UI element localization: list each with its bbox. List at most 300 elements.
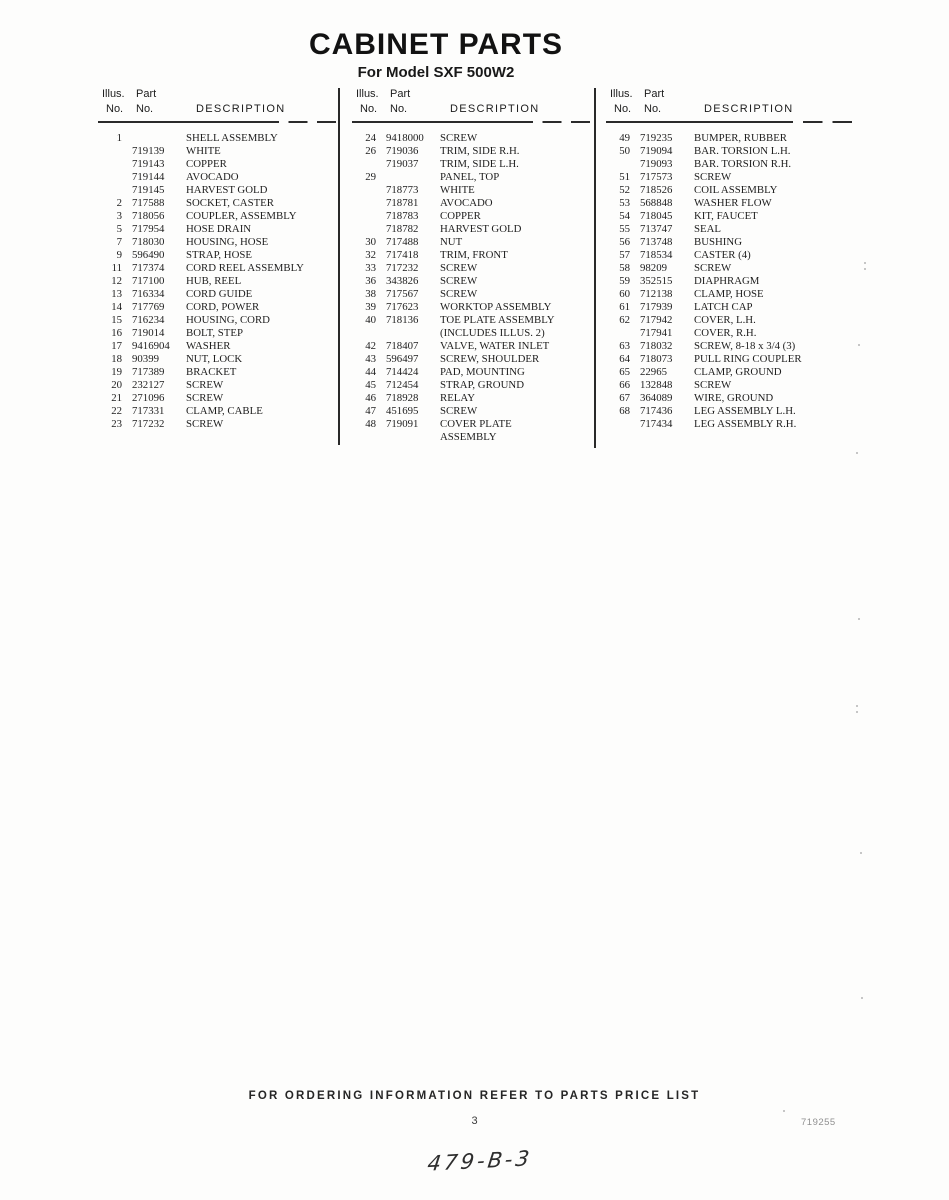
column-header [606, 88, 852, 123]
cell-part: 717623 [386, 301, 419, 313]
cell-illus: 11 [111, 262, 122, 274]
cell-illus: 20 [111, 379, 122, 391]
table-row [98, 392, 336, 405]
table-row [606, 405, 852, 418]
table-row [352, 379, 590, 392]
cell-desc: SCREW [440, 262, 478, 274]
cell-part: 719139 [132, 145, 165, 157]
cell-desc: VALVE, WATER INLET [440, 340, 550, 352]
scan-artifact [783, 1110, 785, 1112]
header-rule [98, 121, 336, 123]
table-row [606, 236, 852, 249]
cell-part: 712138 [640, 288, 673, 300]
header-part-label: Part [644, 88, 665, 100]
cell-part: 717567 [386, 288, 419, 300]
cell-illus [98, 184, 122, 197]
cell-part: 713747 [640, 223, 673, 235]
table-row [98, 223, 336, 236]
cell-part: 717374 [132, 262, 165, 274]
table-row [606, 184, 852, 197]
parts-rows [352, 132, 590, 444]
cell-illus: 66 [619, 379, 630, 391]
cell-desc: WIRE, GROUND [694, 392, 774, 404]
cell-desc: TRIM, SIDE R.H. [440, 145, 520, 157]
cell-part: 718782 [386, 223, 419, 235]
table-row [352, 340, 590, 353]
cell-illus: 52 [619, 184, 630, 196]
header-illus-label: Illus. [610, 88, 633, 100]
table-row [98, 379, 336, 392]
cell-part: 719093 [640, 158, 673, 170]
cell-part: 717954 [132, 223, 165, 235]
cell-illus: 24 [365, 132, 376, 144]
header-description-label: DESCRIPTION [196, 103, 286, 115]
column-header [98, 88, 336, 123]
cell-part: 718534 [640, 249, 673, 261]
model-subtitle: For Model SXF 500W2 [357, 64, 515, 81]
cell-desc: BOLT, STEP [186, 327, 243, 339]
cell-desc: SHELL ASSEMBLY [186, 132, 278, 144]
scan-artifact [856, 705, 858, 707]
cell-illus [352, 223, 376, 236]
cell-desc: SEAL [694, 223, 721, 235]
cell-illus [98, 171, 122, 184]
header-no-label: No. [644, 103, 662, 115]
cell-desc: STRAP, GROUND [440, 379, 524, 391]
header-part-label: Part [136, 88, 157, 100]
cell-part: 712454 [386, 379, 419, 391]
cell-desc: COPPER [186, 158, 227, 170]
header-rule [352, 121, 590, 123]
cell-illus [352, 158, 376, 171]
cell-part: 568848 [640, 197, 673, 209]
cell-part: 718781 [386, 197, 419, 209]
table-row [98, 366, 336, 379]
table-row [606, 301, 852, 314]
cell-part: 716334 [132, 288, 165, 300]
column-divider [594, 88, 596, 448]
cell-part: 719143 [132, 158, 165, 170]
table-row [352, 288, 590, 301]
table-row [606, 210, 852, 223]
cell-illus: 55 [619, 223, 630, 235]
cell-part: 719037 [386, 158, 419, 170]
table-row [98, 158, 336, 171]
parts-column-3 [606, 88, 852, 431]
table-row [98, 275, 336, 288]
header-part-label: Part [390, 88, 411, 100]
table-row [352, 327, 590, 340]
cell-part: 714424 [386, 366, 419, 378]
cell-illus: 39 [365, 301, 376, 313]
cell-desc: BAR. TORSION L.H. [694, 145, 791, 157]
cell-desc: COVER PLATE [440, 418, 512, 430]
cell-desc: PULL RING COUPLER [694, 353, 802, 365]
cell-desc: COPPER [440, 210, 481, 222]
cell-illus [352, 184, 376, 197]
cell-part: 22965 [640, 366, 667, 378]
cell-illus: 47 [365, 405, 376, 417]
cell-part: 719235 [640, 132, 673, 144]
cell-part: 717331 [132, 405, 165, 417]
cell-part [386, 327, 438, 340]
table-row [606, 132, 852, 145]
table-row [606, 340, 852, 353]
table-row [352, 314, 590, 327]
table-row [606, 158, 852, 171]
cell-illus: 29 [365, 171, 376, 183]
table-row [352, 353, 590, 366]
cell-part: 596497 [386, 353, 419, 365]
cell-part: 717573 [640, 171, 673, 183]
scan-artifact [856, 452, 858, 454]
cell-part: 9416904 [132, 340, 170, 352]
table-row [98, 418, 336, 431]
cell-desc: SCREW [440, 132, 478, 144]
table-row [98, 171, 336, 184]
cell-illus: 5 [116, 223, 122, 235]
cell-part: 717232 [132, 418, 165, 430]
cell-part: 719145 [132, 184, 165, 196]
table-row [606, 288, 852, 301]
cell-illus: 17 [111, 340, 122, 352]
cell-illus: 36 [365, 275, 376, 287]
cell-illus [352, 197, 376, 210]
cell-desc: TOE PLATE ASSEMBLY [440, 314, 555, 326]
cell-desc: SCREW [440, 275, 478, 287]
cell-desc: SCREW [694, 262, 732, 274]
table-row [606, 171, 852, 184]
cell-part: 718030 [132, 236, 165, 248]
cell-desc: TRIM, SIDE L.H. [440, 158, 519, 170]
table-row [606, 366, 852, 379]
cell-desc: CASTER (4) [694, 249, 751, 261]
scan-artifact [860, 852, 862, 854]
table-row [606, 418, 852, 431]
cell-part: 596490 [132, 249, 165, 261]
cell-part: 717942 [640, 314, 673, 326]
table-row [352, 249, 590, 262]
cell-part: 451695 [386, 405, 419, 417]
cell-illus: 51 [619, 171, 630, 183]
table-row [98, 236, 336, 249]
cell-part: 98209 [640, 262, 667, 274]
table-row [606, 223, 852, 236]
cell-part: 718783 [386, 210, 419, 222]
cell-part: 717436 [640, 405, 673, 417]
header-no-label: No. [136, 103, 154, 115]
cell-desc: LEG ASSEMBLY R.H. [694, 418, 797, 430]
page-title: CABINET PARTS [308, 28, 564, 61]
handwritten-note: 479-B-3 [426, 1146, 534, 1176]
column-header [352, 88, 590, 123]
cell-illus: 2 [116, 197, 122, 209]
cell-desc: SCREW [440, 288, 478, 300]
header-illus-label: Illus. [102, 88, 125, 100]
title-block [0, 28, 872, 81]
header-rule [606, 121, 852, 123]
cell-part: 716234 [132, 314, 165, 326]
cell-desc: SCREW [186, 392, 224, 404]
cell-part: 718526 [640, 184, 673, 196]
table-row [98, 262, 336, 275]
cell-part: 717488 [386, 236, 419, 248]
column-divider [338, 88, 340, 445]
cell-illus: 1 [116, 132, 122, 144]
cell-desc: SCREW [186, 418, 224, 430]
cell-illus: 45 [365, 379, 376, 391]
cell-part: 713748 [640, 236, 673, 248]
cell-desc: STRAP, HOSE [186, 249, 252, 261]
table-row [606, 353, 852, 366]
cell-desc: PANEL, TOP [440, 171, 500, 183]
cell-part: 718407 [386, 340, 419, 352]
cell-part: 717389 [132, 366, 165, 378]
cell-desc: HOUSING, HOSE [186, 236, 269, 248]
cell-desc: COUPLER, ASSEMBLY [186, 210, 297, 222]
cell-part: 718056 [132, 210, 165, 222]
cell-part: 90399 [132, 353, 159, 365]
table-row [352, 236, 590, 249]
table-row [98, 327, 336, 340]
table-row [98, 405, 336, 418]
cell-desc: KIT, FAUCET [694, 210, 758, 222]
cell-illus: 61 [619, 301, 630, 313]
cell-desc: CLAMP, CABLE [186, 405, 263, 417]
table-row [98, 197, 336, 210]
cell-illus: 18 [111, 353, 122, 365]
cell-illus: 64 [619, 353, 630, 365]
page-number: 3 [471, 1115, 478, 1127]
scan-artifact [856, 711, 858, 713]
cell-illus [606, 327, 630, 340]
cell-desc: TRIM, FRONT [440, 249, 508, 261]
cell-illus [606, 158, 630, 171]
cell-illus: 21 [111, 392, 122, 404]
cell-part: 717434 [640, 418, 673, 430]
cell-desc: CORD GUIDE [186, 288, 253, 300]
cell-illus: 54 [619, 210, 630, 222]
cell-illus [352, 210, 376, 223]
cell-desc: HOUSING, CORD [186, 314, 270, 326]
table-row [98, 184, 336, 197]
table-row [352, 431, 590, 444]
parts-column-2 [352, 88, 590, 444]
table-row [98, 288, 336, 301]
parts-rows [98, 132, 336, 431]
header-no-label: No. [106, 103, 124, 115]
cell-part: 719094 [640, 145, 673, 157]
table-row [98, 353, 336, 366]
cell-part: 271096 [132, 392, 165, 404]
cell-part: 717941 [640, 327, 673, 339]
cell-illus: 9 [116, 249, 122, 261]
cell-desc: AVOCADO [440, 197, 493, 209]
ordering-note: FOR ORDERING INFORMATION REFER TO PARTS PRICE LIST [248, 1090, 701, 1102]
cell-illus: 50 [619, 145, 630, 157]
scan-artifact [858, 618, 860, 620]
table-row [98, 145, 336, 158]
header-illus-label: Illus. [356, 88, 379, 100]
cell-desc: WASHER [186, 340, 231, 352]
header-description-label: DESCRIPTION [704, 103, 794, 115]
cell-illus: 14 [111, 301, 122, 313]
cell-desc: PAD, MOUNTING [440, 366, 525, 378]
table-row [98, 132, 336, 145]
cell-illus: 33 [365, 262, 376, 274]
table-row [352, 171, 590, 184]
cell-illus: 68 [619, 405, 630, 417]
cell-desc: BUMPER, RUBBER [694, 132, 787, 144]
cell-part: 717769 [132, 301, 165, 313]
table-row [606, 327, 852, 340]
cell-part: 9418000 [386, 132, 424, 144]
cell-part: 717232 [386, 262, 419, 274]
cell-illus: 26 [365, 145, 376, 157]
cell-part: 718045 [640, 210, 673, 222]
table-row [98, 301, 336, 314]
cell-illus: 56 [619, 236, 630, 248]
cell-desc: SCREW [186, 379, 224, 391]
cell-illus: 65 [619, 366, 630, 378]
cell-desc: CLAMP, GROUND [694, 366, 782, 378]
cell-illus: 23 [111, 418, 122, 430]
table-row [352, 405, 590, 418]
table-row [352, 275, 590, 288]
cell-illus [606, 418, 630, 431]
cell-part: 717100 [132, 275, 165, 287]
cell-illus [98, 158, 122, 171]
parts-rows [606, 132, 852, 431]
cell-illus: 22 [111, 405, 122, 417]
cell-desc: BUSHING [694, 236, 742, 248]
table-row [606, 249, 852, 262]
cell-desc: COVER, L.H. [694, 314, 756, 326]
cell-illus: 60 [619, 288, 630, 300]
cell-desc: SCREW, 8-18 x 3/4 (3) [694, 340, 796, 352]
cell-illus: 57 [619, 249, 630, 261]
cell-part [386, 171, 438, 184]
cell-desc: HUB, REEL [186, 275, 242, 287]
cell-part: 352515 [640, 275, 673, 287]
cell-desc: BRACKET [186, 366, 237, 378]
table-row [98, 249, 336, 262]
cell-desc: SCREW [440, 405, 478, 417]
cell-illus: 42 [365, 340, 376, 352]
cell-desc: SCREW [694, 171, 732, 183]
cell-desc: SOCKET, CASTER [186, 197, 274, 209]
table-row [352, 223, 590, 236]
cell-desc: NUT, LOCK [186, 353, 243, 365]
header-no-label: No. [614, 103, 632, 115]
cell-illus: 44 [365, 366, 376, 378]
cell-desc: COIL ASSEMBLY [694, 184, 778, 196]
scan-artifact [864, 268, 866, 270]
cell-part: 719036 [386, 145, 419, 157]
cell-part: 719144 [132, 171, 165, 183]
cell-part [386, 431, 438, 444]
cell-desc: CORD, POWER [186, 301, 260, 313]
table-row [98, 340, 336, 353]
cell-illus: 62 [619, 314, 630, 326]
table-row [98, 210, 336, 223]
cell-part: 719014 [132, 327, 165, 339]
header-no-label: No. [360, 103, 378, 115]
cell-desc: SCREW [694, 379, 732, 391]
cell-desc: BAR. TORSION R.H. [694, 158, 792, 170]
header-no-label: No. [390, 103, 408, 115]
table-row [352, 132, 590, 145]
table-row [352, 262, 590, 275]
cell-illus: 49 [619, 132, 630, 144]
document-number: 719255 [801, 1117, 836, 1128]
cell-desc: CLAMP, HOSE [694, 288, 764, 300]
cell-part: 718928 [386, 392, 419, 404]
cell-illus [352, 327, 376, 340]
cell-illus: 67 [619, 392, 630, 404]
cell-desc: LATCH CAP [694, 301, 753, 313]
scan-artifact [861, 997, 863, 999]
cell-part: 232127 [132, 379, 165, 391]
parts-column-1 [98, 88, 336, 431]
cell-part: 717939 [640, 301, 673, 313]
cell-illus: 3 [116, 210, 122, 222]
cell-illus: 63 [619, 340, 630, 352]
table-row [606, 145, 852, 158]
cell-illus [98, 145, 122, 158]
table-row [352, 366, 590, 379]
cell-part: 718073 [640, 353, 673, 365]
scan-artifact [864, 262, 866, 264]
cell-desc: (INCLUDES ILLUS. 2) [440, 327, 545, 339]
cell-illus: 30 [365, 236, 376, 248]
cell-part: 718773 [386, 184, 419, 196]
cell-desc: HARVEST GOLD [440, 223, 522, 235]
table-row [606, 314, 852, 327]
cell-part: 132848 [640, 379, 673, 391]
cell-desc: COVER, R.H. [694, 327, 757, 339]
cell-illus: 53 [619, 197, 630, 209]
cell-part: 718136 [386, 314, 419, 326]
cell-illus: 16 [111, 327, 122, 339]
cell-desc: WORKTOP ASSEMBLY [440, 301, 552, 313]
table-row [606, 197, 852, 210]
cell-illus: 12 [111, 275, 122, 287]
scan-artifact [858, 344, 860, 346]
cell-desc: SCREW, SHOULDER [440, 353, 540, 365]
table-row [352, 145, 590, 158]
table-row [352, 418, 590, 431]
cell-illus: 48 [365, 418, 376, 430]
cell-desc: WASHER FLOW [694, 197, 772, 209]
table-row [352, 392, 590, 405]
cell-desc: HOSE DRAIN [186, 223, 252, 235]
table-row [606, 262, 852, 275]
cell-desc: LEG ASSEMBLY L.H. [694, 405, 796, 417]
cell-illus: 59 [619, 275, 630, 287]
cell-illus: 40 [365, 314, 376, 326]
cell-desc: WHITE [440, 184, 475, 196]
cell-desc: NUT [440, 236, 463, 248]
cell-desc: RELAY [440, 392, 475, 404]
cell-illus: 7 [116, 236, 122, 248]
cell-part: 717418 [386, 249, 419, 261]
cell-desc: DIAPHRAGM [694, 275, 760, 287]
cell-desc: ASSEMBLY [440, 431, 497, 443]
cell-desc: WHITE [186, 145, 221, 157]
cell-illus: 32 [365, 249, 376, 261]
table-row [352, 158, 590, 171]
